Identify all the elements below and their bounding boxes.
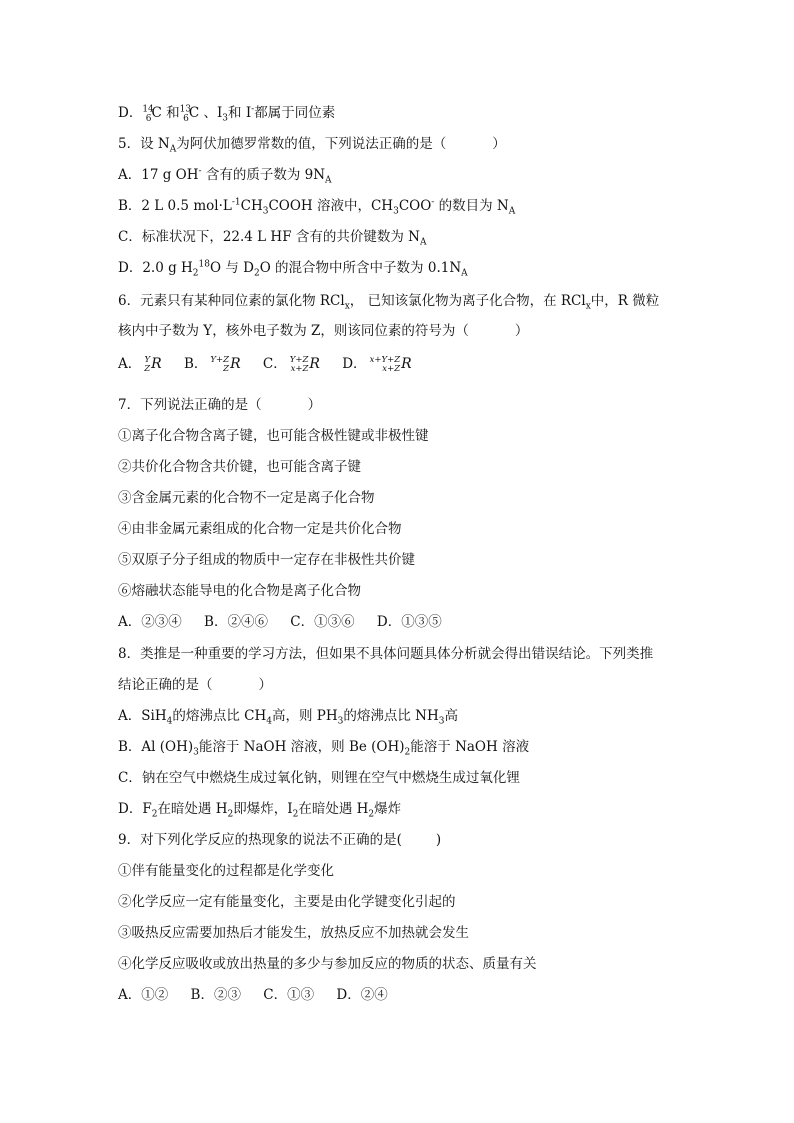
q8-stem-line2: 结论正确的是（ ）: [118, 677, 272, 693]
q7-item: ⑤双原子分子组成的物质中一定存在非极性共价键: [118, 552, 415, 568]
q9-options: [118, 986, 388, 1004]
q6-option-d: D． x+Y+Z x+Z R: [342, 354, 412, 374]
q6-options: [118, 355, 412, 374]
q7-option-b: B．②④⑥: [204, 614, 268, 630]
q7-option-a: A．②③④: [118, 614, 182, 630]
q6-option-a: A． Y Z R: [118, 354, 162, 374]
q7-option-d: D．①③⑤: [376, 614, 442, 630]
q7-item: ④由非金属元素组成的化合物一定是共价化合物: [118, 521, 402, 537]
q9-option-d: D．②④: [336, 987, 388, 1003]
q9-option-a: A．①②: [118, 987, 169, 1003]
q4-option-d: D．$^{14}_6$C 和$^{13}_6$C 、$I_3$和 I-都属于同位素: [118, 104, 336, 124]
q6-stem-line1: 6．元素只有某种同位素的氯化物 RCl$_x$， 已知该氯化物为离子化合物，在 RCl$_x$中，R 微粒: [118, 293, 660, 312]
q5-option-b: B．2 L 0.5 $mol\cdot L^{-1}CH_3COOH$ 溶液中，$CH_3COO^-$ 的数目为 $N_A$: [118, 197, 516, 217]
q9-option-c: C．①③: [263, 987, 315, 1003]
q7-item: ②共价化合物含共价键，也可能含离子键: [118, 459, 361, 475]
q8-option-d: D．$F_2$在暗处遇 $H_2$即爆炸，$I_2$在暗处遇 $H_2$爆炸: [118, 801, 402, 820]
q8-stem-line1: 8．类推是一种重要的学习方法，但如果不具体问题具体分析就会得出错误结论。下列类推: [118, 646, 654, 662]
q5-option-c: C．标准状况下，22.4 L HF 含有的共价键数为 $N_A$: [118, 229, 427, 248]
q5-stem: 5．设 $N_A$为阿伏加德罗常数的值，下列说法正确的是（ ）: [118, 136, 506, 155]
q8-option-a: A．SiH$_4$的熔沸点比 $CH_4$高，则 $PH_3$的熔沸点比 $NH_3$高: [118, 708, 458, 727]
q7-options: [118, 613, 442, 631]
q7-stem: 7．下列说法正确的是（ ）: [118, 397, 322, 413]
q7-item: ⑥熔融状态能导电的化合物是离子化合物: [118, 583, 361, 599]
q7-option-c: C．①③⑥: [290, 614, 355, 630]
q6-option-c: C． Y+Z x+Z R: [262, 354, 320, 374]
q7-item: ①离子化合物含离子键，也可能含极性键或非极性键: [118, 428, 429, 444]
q9-item: ④化学反应吸收或放出热量的多少与参加反应的物质的状态、质量有关: [118, 956, 537, 972]
q5-option-d: D．2.0 g $H_2^{18}O$ 与 $D_2O$ 的混合物中所含中子数为 $0.1N_A$: [118, 259, 468, 279]
q9-stem: 9．对下列化学反应的热现象的说法不正确的是( ): [118, 832, 442, 848]
q6-option-b: B． Y+Z Z R: [184, 354, 241, 374]
q7-item: ③含金属元素的化合物不一定是离子化合物: [118, 490, 375, 506]
q9-item: ③吸热反应需要加热后才能发生，放热反应不加热就会发生: [118, 925, 469, 941]
q5-option-a: A．17 g OH- 含有的质子数为 $9N_A$: [118, 166, 332, 186]
q9-item: ①伴有能量变化的过程都是化学变化: [118, 863, 334, 879]
q8-option-c: C．钠在空气中燃烧生成过氧化钠，则锂在空气中燃烧生成过氧化锂: [118, 770, 520, 786]
q9-item: ②化学反应一定有能量变化，主要是由化学键变化引起的: [118, 894, 456, 910]
q9-option-b: B．②③: [190, 987, 241, 1003]
q8-option-b: B．Al $(OH)_3$能溶于 NaOH 溶液，则 Be $(OH)_2$能溶于 NaOH 溶液: [118, 739, 530, 758]
q6-stem-line2: 核内中子数为 Y，核外电子数为 Z，则该同位素的符号为（ ）: [118, 323, 529, 339]
